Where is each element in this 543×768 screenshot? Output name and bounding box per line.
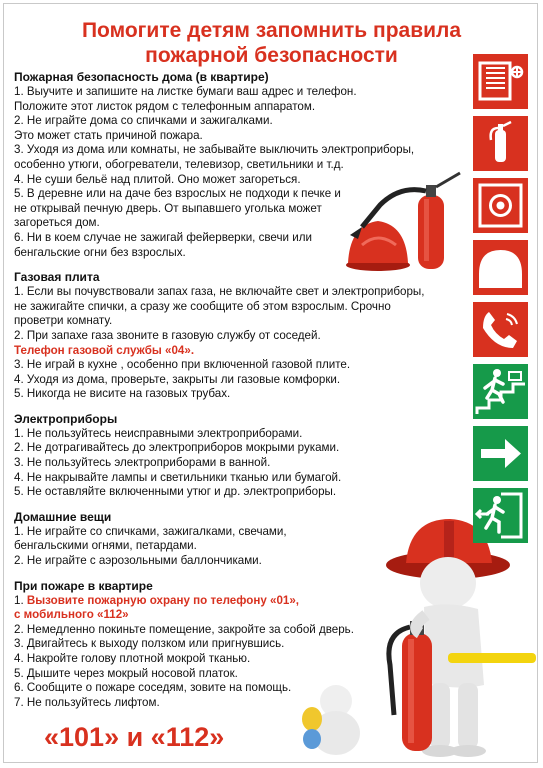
extinguisher-helmet-illustration [340,165,470,275]
fire-extinguisher-sign-icon [473,116,528,171]
page-title [0,18,543,68]
list-item: 1. Если вы почувствовали запах газа, не включайте свет и электроприборы, [14,285,425,299]
list-item: 5. Не оставляйте включенными утюг и др. электроприборы. [14,485,337,499]
fire-alarm-button-icon [473,240,528,295]
section-appliances [14,412,470,500]
list-item: 4. Не накрывайте лампы и светильники тканью или бумагой. [14,470,342,484]
list-item: бенгальскими огнями, петардами. [14,539,197,553]
list-item: 3. Двигайтесь к выходу ползком или пригнувшись. [14,637,285,651]
section-gas-stove [14,270,470,402]
list-item: 2. Не играйте с аэрозольными баллончиками. [14,554,262,568]
list-item: 4. Уходя из дома, проверьте, закрыты ли газовые комфорки. [14,372,341,386]
emergency-numbers: «101» и «112» [44,722,225,752]
list-item: 5. В деревне или на даче без взрослых не подходи к печке и [14,187,341,201]
list-item: 2. Немедленно покиньте помещение, закройте за собой дверь. [14,622,354,636]
section-heading: При пожаре в квартире [14,578,153,593]
list-item: 7. Не пользуйтесь лифтом. [14,695,160,709]
list-item: 1. Не играйте со спичками, зажигалками, свечами, [14,524,287,538]
section-heading: Домашние вещи [14,509,112,524]
list-item: не открывай печную дверь. От выпавшего уголька может [14,201,322,215]
list-item: 4. Накройте голову плотной мокрой тканью. [14,652,251,665]
list-item: 1. Не пользуйтесь неисправными электроприборами. [14,426,303,440]
emergency-exit-stairs-icon [473,364,528,419]
exit-arrow-icon [473,426,528,481]
list-item: 2. Не играйте дома со спичками и зажигалками. [14,114,273,128]
section-heading: Электроприборы [14,411,118,426]
item-number: 1. [14,593,27,607]
gas-service-phone: Телефон газовой службы «04». [14,343,195,357]
exit-door-icon [473,488,528,543]
list-item: 3. Не играй в кухне , особенно при включенной газовой плите. [14,358,351,372]
safety-signs-column [473,54,528,550]
list-item: 2. Не дотрагивайтесь до электроприборов мокрыми руками. [14,441,340,455]
list-item: бенгальские огни без взрослых. [14,245,186,259]
list-item: проветри комнату. [14,314,113,328]
list-item: 5. Никогда не висите на газовых трубах. [14,387,231,401]
fire-hose-icon [473,54,528,109]
section-heading: Пожарная безопасность дома (в квартире) [14,70,269,84]
firefighter-character-illustration [298,515,538,763]
fire-ladder-icon [473,178,528,233]
section-heading: Газовая плита [14,270,100,285]
emergency-phone-icon [473,302,528,357]
list-item: 3. Уходя из дома или комнаты, не забывайте выключить электроприборы, [14,143,415,157]
list-item: 5. Дышите через мокрый носовой платок. [14,666,238,680]
emergency-call-text: Вызовите пожарную охрану по телефону «01», [26,593,300,607]
title-line-1: Помогите детям запомнить правила [81,19,462,42]
emergency-mobile-text: с мобильного «112» [14,608,129,622]
list-item: 1. Выучите и запишите на листке бумаги ваш адрес и телефон. [14,85,357,98]
list-item: 6. Сообщите о пожаре соседям, зовите на помощь. [14,681,292,695]
list-item: 4. Не суши бельё над плитой. Оно может загореться. [14,172,301,186]
list-item: 3. Не пользуйтесь электроприборами в ванной. [14,456,271,470]
title-line-2: пожарной безопасности [145,44,398,67]
list-item: особенно утюги, обогреватели, телевизор, светильники и т.д. [14,157,344,171]
list-item: 2. При запахе газа звоните в газовую службу от соседей. [14,328,321,342]
list-item: Это может стать причиной пожара. [14,128,203,142]
list-item: Положите этот листок рядом с телефонным аппаратом. [14,99,316,113]
list-item: загореться дом. [14,216,100,230]
list-item: 6. Ни в коем случае не зажигай фейерверки, свечи или [14,230,312,244]
list-item: не зажигайте спички, а сразу же сообщите об этом взрослым. Срочно [14,299,391,313]
